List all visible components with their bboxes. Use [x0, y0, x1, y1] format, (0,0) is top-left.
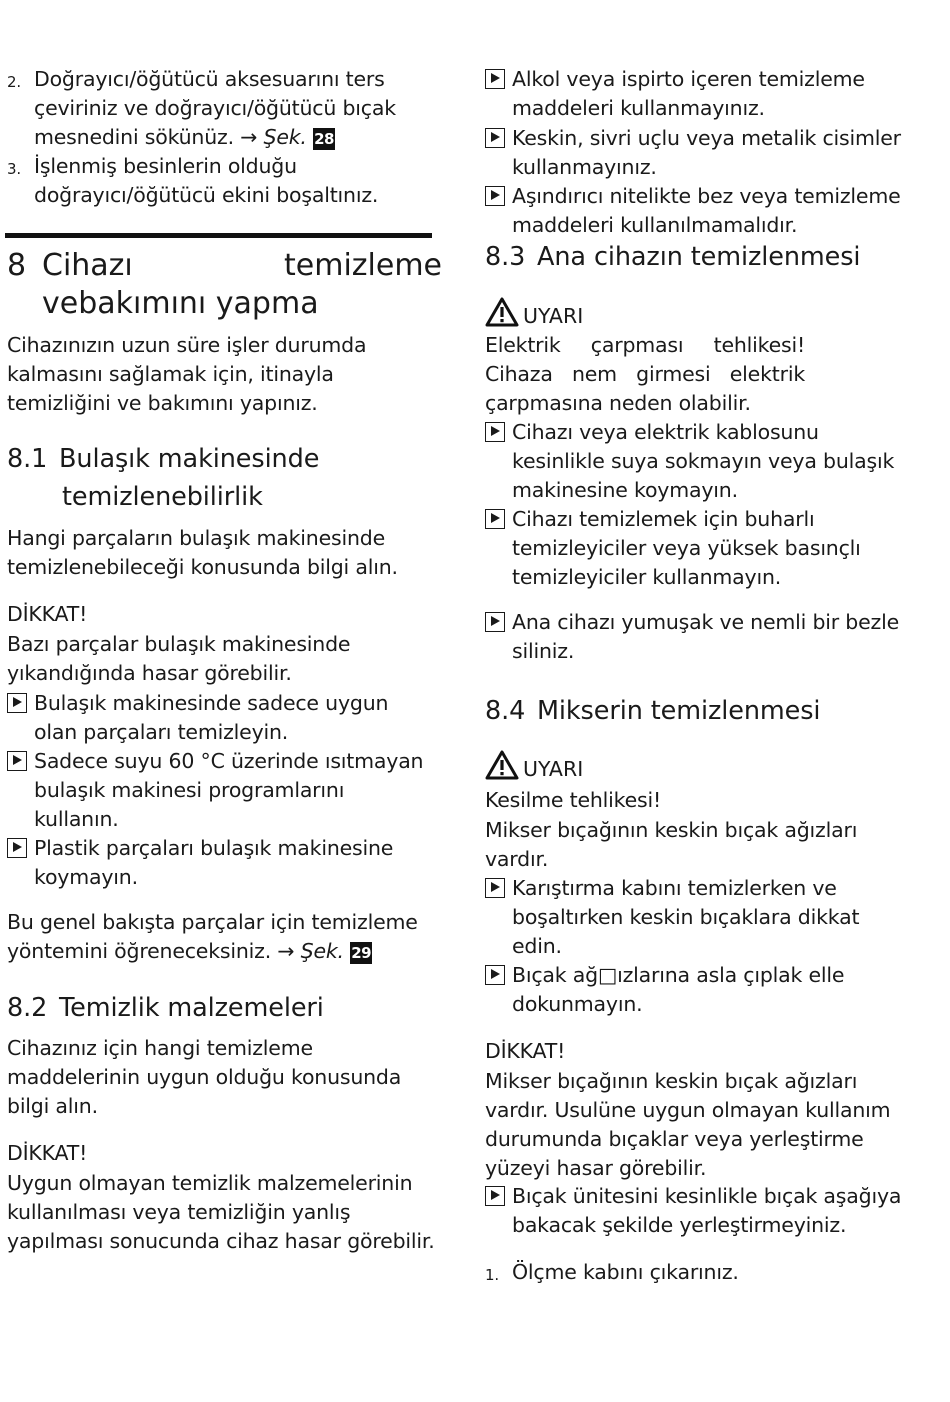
section-8-1-heading [7, 440, 319, 516]
action-text: Aşındırıcı nitelikte bez veya temizleme [512, 184, 901, 208]
text-line: kalmasını sağlamak için, itinayla [7, 362, 334, 386]
chapter-divider [5, 233, 432, 238]
section-8-4-heading [485, 692, 820, 730]
action-item [7, 689, 388, 747]
action-arrow-icon [485, 422, 505, 442]
step-number: 3. [7, 160, 21, 178]
text-line: Mikser bıçağının keskin bıçak ağızları [485, 818, 858, 842]
text-line: temizliğini ve bakımını yapınız. [7, 391, 318, 415]
section-title: Bulaşık makinesinde [59, 444, 320, 474]
action-arrow-icon [485, 612, 505, 632]
text-line [7, 937, 418, 966]
action-text: Plastik parçaları bulaşık makinesine [34, 836, 394, 860]
text-line: maddelerinin uygun olduğu konusunda [7, 1065, 402, 1089]
action-text-line: maddeleri kullanılmamalıdır. [512, 213, 798, 237]
action-arrow-icon [7, 838, 27, 858]
text-line: Bu genel bakışta parçalar için temizleme [7, 910, 418, 934]
caution-label: DİKKAT! [7, 602, 88, 626]
step-2 [7, 65, 396, 152]
action-arrow-icon [485, 128, 505, 148]
text-line: yüzeyi hasar görebilir. [485, 1156, 707, 1180]
text-line: temizlenebileceği konusunda bilgi alın. [7, 555, 398, 579]
text-line: Mikser bıçağının keskin bıçak ağızları [485, 1069, 858, 1093]
action-arrow-icon [485, 186, 505, 206]
text-line: Cihazınızın uzun süre işler durumda [7, 333, 367, 357]
text-line: Kesilme tehlikesi! [485, 788, 661, 812]
step-text-line: doğrayıcı/öğütücü ekini boşaltınız. [34, 183, 379, 207]
word: tehlikesi! [713, 333, 805, 357]
chapter-title-word: temizleme [284, 248, 442, 283]
chapter-intro [7, 331, 366, 418]
warning-text: UYARI [523, 757, 584, 781]
justified-line [485, 331, 805, 360]
step-text: mesnedini sökünüz. → [34, 125, 264, 149]
action-text: Bıçak ağ□ızlarına asla çıplak elle [512, 963, 845, 987]
text-line: Hangi parçaların bulaşık makinesinde [7, 526, 385, 550]
action-text: Sadece suyu 60 °C üzerinde ısıtmayan [34, 749, 424, 773]
action-item [7, 747, 423, 834]
action-arrow-icon [485, 69, 505, 89]
action-arrow-icon [485, 878, 505, 898]
caution-text [485, 1067, 890, 1183]
text-line: yıkandığında hasar görebilir. [7, 661, 292, 685]
warning-triangle-icon [485, 297, 519, 327]
warning-triangle-icon [485, 750, 519, 780]
action-text: Keskin, sivri uçlu veya metalik cisimler [512, 126, 901, 150]
action-text: Cihazı veya elektrik kablosunu [512, 420, 819, 444]
word: nem [571, 362, 617, 386]
caution-text [7, 630, 350, 688]
action-item [485, 182, 901, 240]
action-item [7, 834, 393, 892]
action-item [485, 1182, 901, 1240]
text-line: çarpmasına neden olabilir. [485, 391, 751, 415]
section-number: 8.3 [485, 242, 526, 272]
action-text-line: kesinlikle suya sokmayın veya bulaşık [512, 449, 895, 473]
text-line: bilgi alın. [7, 1094, 98, 1118]
chapter-number: 8 [7, 248, 27, 283]
action-arrow-icon [485, 1186, 505, 1206]
text: yöntemini öğreneceksiniz. → [7, 939, 301, 963]
text-line: kullanılması veya temizliğin yanlış [7, 1200, 351, 1224]
word: Cihaza [485, 362, 553, 386]
chapter-title-line2: vebakımını yapma [42, 286, 319, 321]
figure-ref-label: Şek. [300, 939, 344, 963]
section-8-2-paragraph [7, 1034, 401, 1121]
warning-description [485, 331, 805, 418]
text-line: Bazı parçalar bulaşık makinesinde [7, 632, 351, 656]
section-title: Ana cihazın temizlenmesi [537, 242, 861, 272]
action-text-line: bakacak şekilde yerleştirmeyiniz. [512, 1213, 847, 1237]
action-text-line: edin. [512, 934, 562, 958]
warning-text: UYARI [523, 304, 584, 328]
figure-ref-badge[interactable]: 29 [351, 944, 372, 962]
step-text-line: çeviriniz ve doğrayıcı/öğütücü bıçak [34, 96, 396, 120]
figure-ref-label: Şek. [263, 125, 307, 149]
action-text: Bıçak ünitesini kesinlikle bıçak aşağıya [512, 1184, 902, 1208]
action-text-line: makinesine koymayın. [512, 478, 738, 502]
action-arrow-icon [7, 751, 27, 771]
word: girmesi [636, 362, 711, 386]
step-text-line: Ölçme kabını çıkarınız. [512, 1260, 739, 1284]
warning-label [485, 750, 583, 784]
action-item [485, 124, 901, 182]
justified-line [485, 360, 805, 389]
section-number: 8.2 [7, 993, 48, 1023]
section-number: 8.1 [7, 444, 48, 474]
section-8-1-paragraph [7, 524, 398, 582]
section-title-line2: temizlenebilirlik [62, 482, 263, 512]
action-arrow-icon [7, 693, 27, 713]
action-text-line: koymayın. [34, 865, 138, 889]
action-text: Cihazı temizlemek için buharlı [512, 507, 815, 531]
action-text-line: temizleyiciler kullanmayın. [512, 565, 782, 589]
action-text-line: olan parçaları temizleyin. [34, 720, 289, 744]
action-item [485, 505, 861, 592]
warning-description [485, 786, 661, 815]
overview-paragraph [7, 908, 418, 966]
action-text-line: boşaltırken keskin bıçaklara dikkat [512, 905, 860, 929]
word: elektrik [729, 362, 805, 386]
chapter-title-word: Cihazı [42, 248, 133, 283]
word: Elektrik [485, 333, 561, 357]
section-8-2-heading [7, 989, 324, 1027]
action-text-line: maddeleri kullanmayınız. [512, 96, 765, 120]
action-text-line: bulaşık makinesi programlarını [34, 778, 345, 802]
action-text-line: temizleyiciler veya yüksek basınçlı [512, 536, 861, 560]
text-line: yapılması sonucunda cihaz hasar görebilir. [7, 1229, 435, 1253]
step-text-line [7, 123, 396, 152]
action-item [485, 608, 899, 666]
section-title: Temizlik malzemeleri [59, 993, 324, 1023]
warning-label [485, 297, 583, 331]
step-number: 1. [485, 1266, 499, 1284]
section-number: 8.4 [485, 696, 526, 726]
step-3 [7, 152, 378, 210]
action-text: Karıştırma kabını temizlerken ve [512, 876, 837, 900]
step-1 [485, 1258, 739, 1287]
action-item [485, 961, 844, 1019]
action-text: Alkol veya ispirto içeren temizleme [512, 67, 865, 91]
caution-text [7, 1169, 435, 1256]
text-line: durumunda bıçaklar veya yerleştirme [485, 1127, 864, 1151]
action-text-line: siliniz. [512, 639, 575, 663]
step-number: 2. [7, 73, 21, 91]
text-line: Uygun olmayan temizlik malzemelerinin [7, 1171, 413, 1195]
warning-description [485, 816, 857, 874]
action-text-line: kullanın. [34, 807, 119, 831]
word: çarpması [590, 333, 684, 357]
action-item [485, 418, 894, 505]
section-title: Mikserin temizlenmesi [537, 696, 821, 726]
text-line: vardır. [485, 847, 549, 871]
figure-ref-badge[interactable]: 28 [314, 130, 334, 148]
action-text-line: kullanmayınız. [512, 155, 657, 179]
step-text-line: İşlenmiş besinlerin olduğu [34, 154, 297, 178]
section-8-3-heading [485, 238, 860, 276]
action-text: Ana cihazı yumuşak ve nemli bir bezle [512, 610, 899, 634]
action-text-line: dokunmayın. [512, 992, 643, 1016]
text-line: vardır. Usulüne uygun olmayan kullanım [485, 1098, 891, 1122]
action-arrow-icon [485, 965, 505, 985]
action-item [485, 874, 859, 961]
action-arrow-icon [485, 509, 505, 529]
caution-label: DİKKAT! [7, 1141, 88, 1165]
caution-label: DİKKAT! [485, 1039, 566, 1063]
text-line: Cihazınız için hangi temizleme [7, 1036, 313, 1060]
action-text: Bulaşık makinesinde sadece uygun [34, 691, 389, 715]
action-item [485, 65, 865, 123]
step-text-line: Doğrayıcı/öğütücü aksesuarını ters [34, 67, 385, 91]
